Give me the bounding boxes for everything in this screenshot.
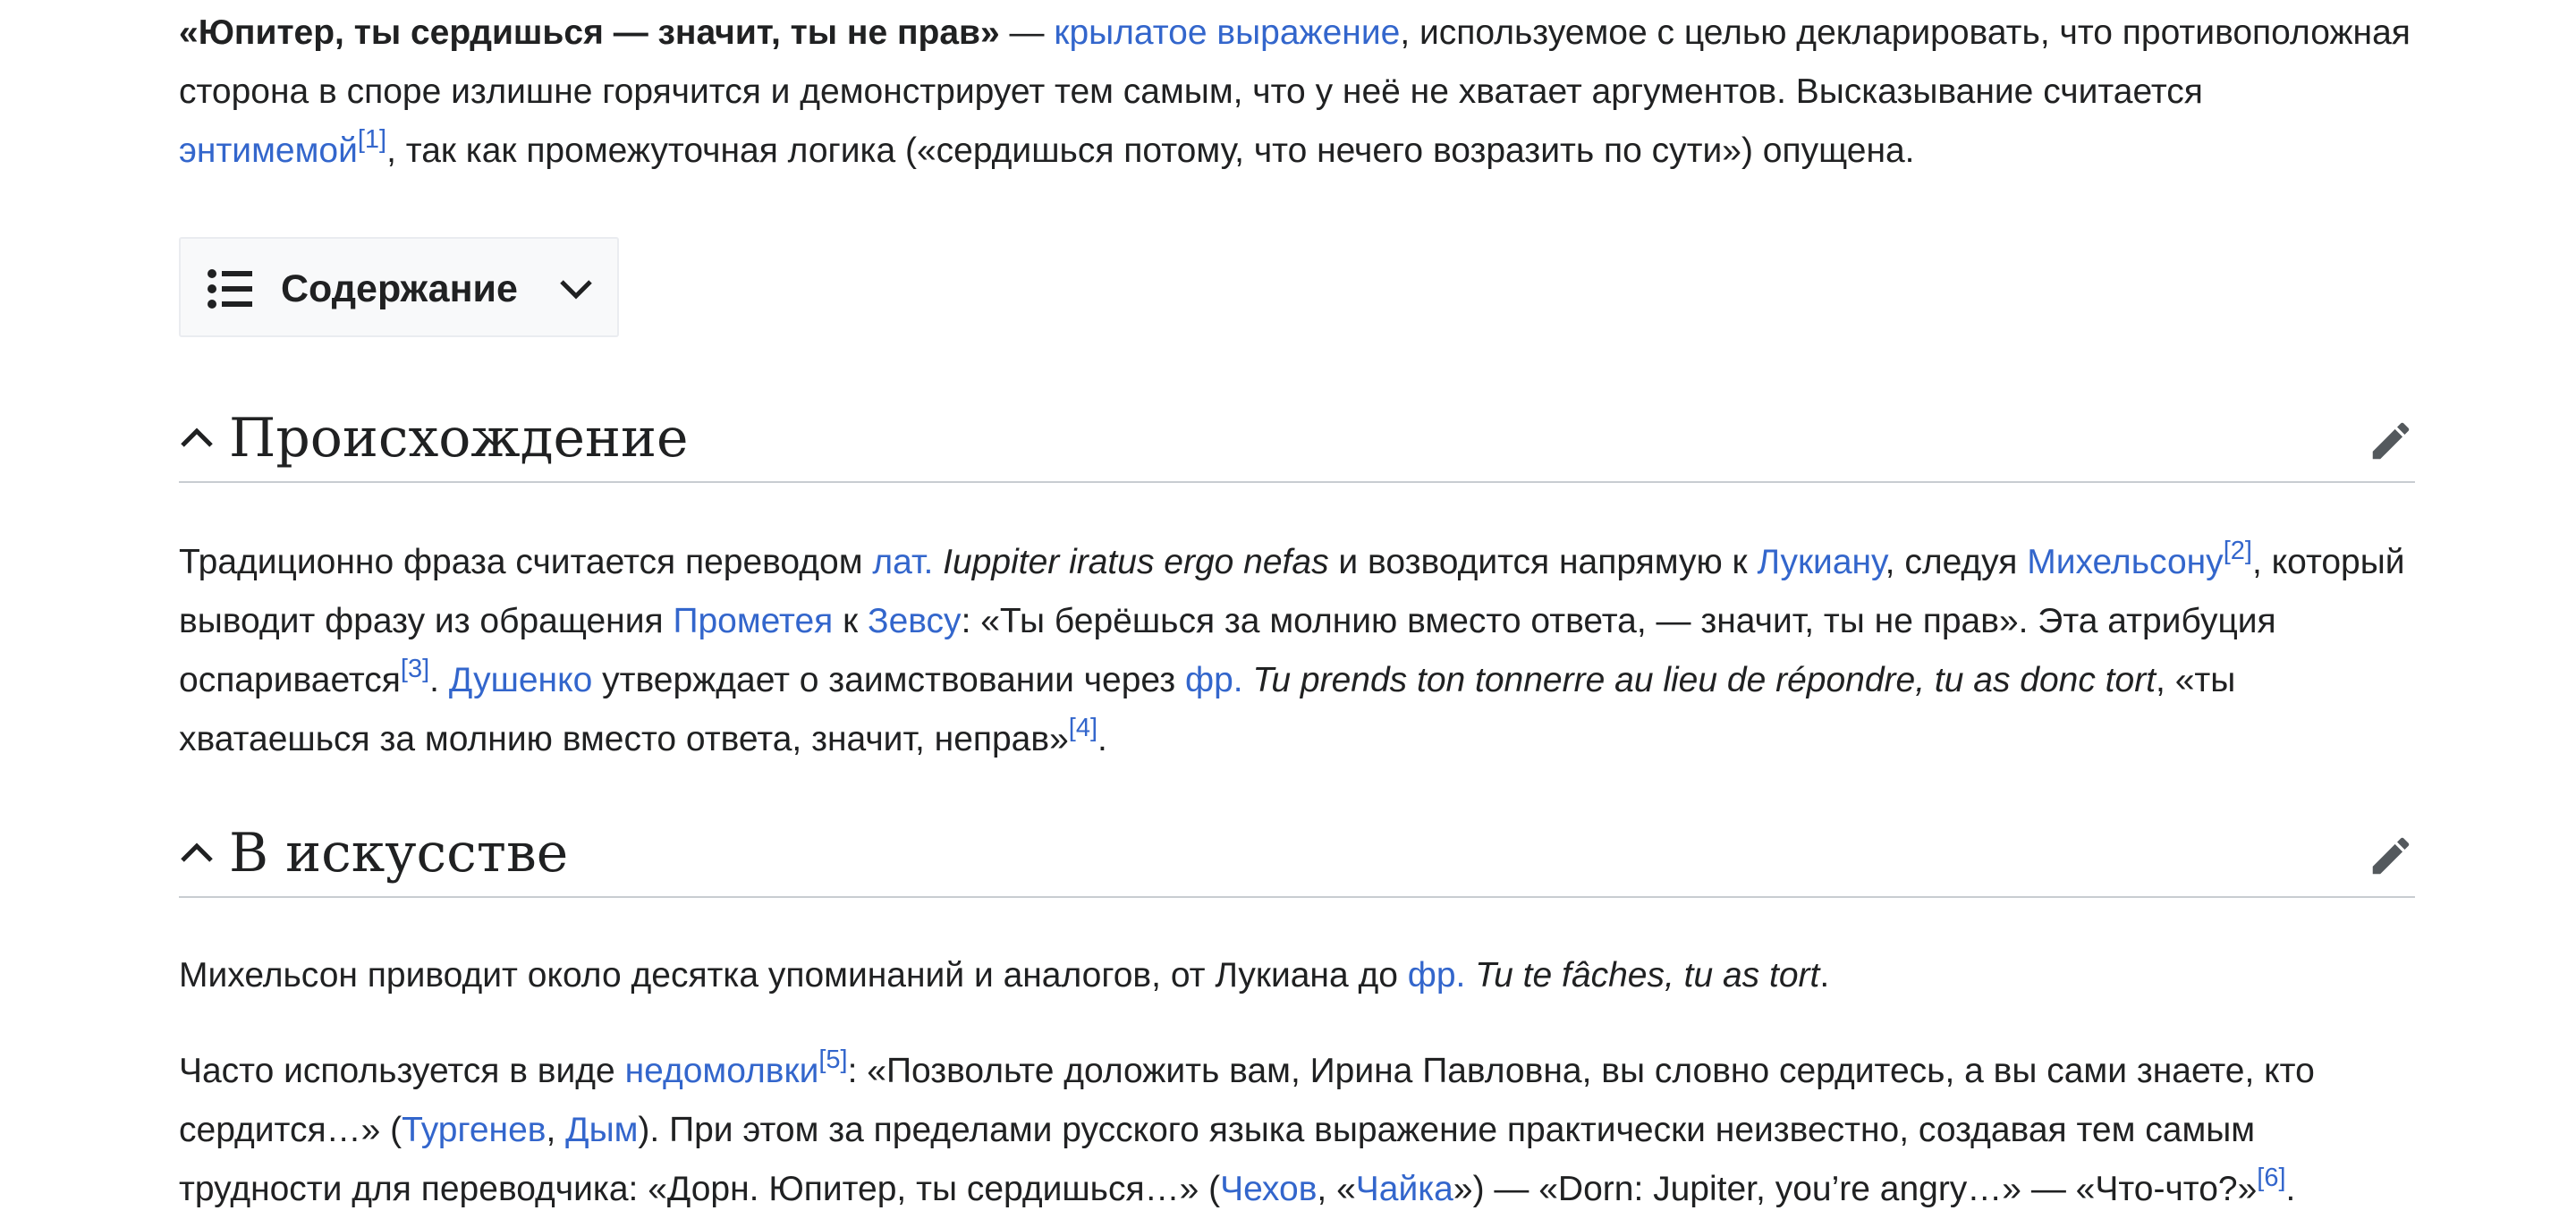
section-heading-origin [179, 395, 2415, 483]
lead-text: , используемое с целью декларировать, что противоположная сторона в споре излишне горячится и демонстрирует тем самым, что у неё не хватает аргументов. Высказывание считается [179, 13, 2411, 111]
section-title-origin: Происхождение [229, 407, 689, 470]
paragraph-text: , который выводит фразу из обращения [179, 543, 2405, 640]
link-seagull[interactable]: Чайка [1355, 1170, 1453, 1208]
link-enthymeme[interactable]: энтимемой [179, 131, 358, 170]
paragraph-text: Часто используется в виде [179, 1052, 625, 1090]
link-french[interactable]: фр. [1184, 661, 1243, 699]
reference-2[interactable]: [2] [2223, 537, 2252, 565]
paragraph-text: : «Позвольте доложить вам, Ирина Павловна, вы словно сердитесь, а вы сами знаете, кто сердится…» ( [179, 1052, 2315, 1149]
lead-paragraph [179, 4, 2415, 181]
paragraph-text: , «ты хватаешься за молнию вместо ответа, значит, неправ» [179, 661, 2236, 758]
art-paragraph-1 [179, 946, 2415, 1005]
paragraph-text: , « [1317, 1170, 1356, 1208]
lead-text: — [999, 13, 1055, 52]
origin-paragraph [179, 533, 2415, 769]
art-paragraph-2 [179, 1042, 2415, 1219]
french-phrase: Tu prends ton tonnerre au lieu de répondre, tu as donc tort [1242, 661, 2157, 699]
paragraph-text: , следуя [1885, 543, 2028, 581]
paragraph-text: и возводится напрямую к [1328, 543, 1758, 581]
section-title-art: В искусстве [229, 822, 569, 885]
link-prometheus[interactable]: Прометея [673, 602, 834, 640]
link-winged-expression[interactable]: крылатое выражение [1054, 13, 1401, 52]
link-dushenko[interactable]: Душенко [448, 661, 593, 699]
section-heading-art [179, 810, 2415, 898]
lead-title-bold: «Юпитер, ты сердишься — значит, ты не прав» [179, 13, 1000, 52]
toc-label: Содержание [281, 267, 518, 310]
paragraph-text: , [546, 1111, 566, 1149]
chevron-up-icon[interactable] [179, 425, 215, 452]
paragraph-text: к [833, 602, 869, 640]
latin-phrase: Iuppiter iratus ergo nefas [933, 543, 1329, 581]
lead-text: , так как промежуточная логика («сердишься потому, что нечего возразить по сути») опущена. [386, 131, 1915, 170]
pencil-icon[interactable] [2367, 832, 2415, 880]
link-smoke[interactable]: Дым [565, 1111, 639, 1149]
reference-3[interactable]: [3] [400, 655, 430, 683]
paragraph-text: ). При этом за пределами русского языка выражение практически неизвестно, создавая тем самым трудности для переводчика: «Дорн. Юпитер, ты сердишься…» ( [179, 1111, 2256, 1208]
reference-5[interactable]: [5] [818, 1045, 848, 1074]
link-turgenev[interactable]: Тургенев [402, 1111, 547, 1149]
list-icon [208, 269, 252, 309]
chevron-down-icon [558, 275, 594, 302]
link-latin[interactable]: лат. [872, 543, 934, 581]
paragraph-text: Михельсон приводит около десятка упоминаний и аналогов, от Лукиана до [179, 956, 1408, 995]
link-chekhov[interactable]: Чехов [1220, 1170, 1318, 1208]
toc-toggle-button[interactable] [179, 237, 619, 337]
paragraph-text: утверждает о заимствовании через [592, 661, 1185, 699]
paragraph-text: . [1097, 720, 1107, 758]
paragraph-text: . [2285, 1170, 2296, 1208]
link-french[interactable]: фр. [1407, 956, 1466, 995]
paragraph-text: . [429, 661, 449, 699]
link-zeus[interactable]: Зевсу [868, 602, 962, 640]
link-lucian[interactable]: Лукиану [1757, 543, 1885, 581]
pencil-icon[interactable] [2367, 417, 2415, 465]
reference-6[interactable]: [6] [2257, 1164, 2286, 1192]
french-phrase: Tu te fâches, tu as tort [1465, 956, 1820, 995]
reference-1[interactable]: [1] [357, 125, 387, 154]
chevron-up-icon[interactable] [179, 840, 215, 867]
link-michelson[interactable]: Михельсону [2027, 543, 2224, 581]
paragraph-text: Традиционно фраза считается переводом [179, 543, 873, 581]
paragraph-text: : «Ты берёшься за молнию вместо ответа, — значит, ты не прав». Эта атрибуция оспаривается [179, 602, 2276, 699]
paragraph-text: . [1819, 956, 1830, 995]
paragraph-text: ») — «Dorn: Jupiter, you’re angry…» — «Что-что?» [1453, 1170, 2258, 1208]
reference-4[interactable]: [4] [1068, 714, 1098, 742]
link-reticence[interactable]: недомолвки [624, 1052, 819, 1090]
